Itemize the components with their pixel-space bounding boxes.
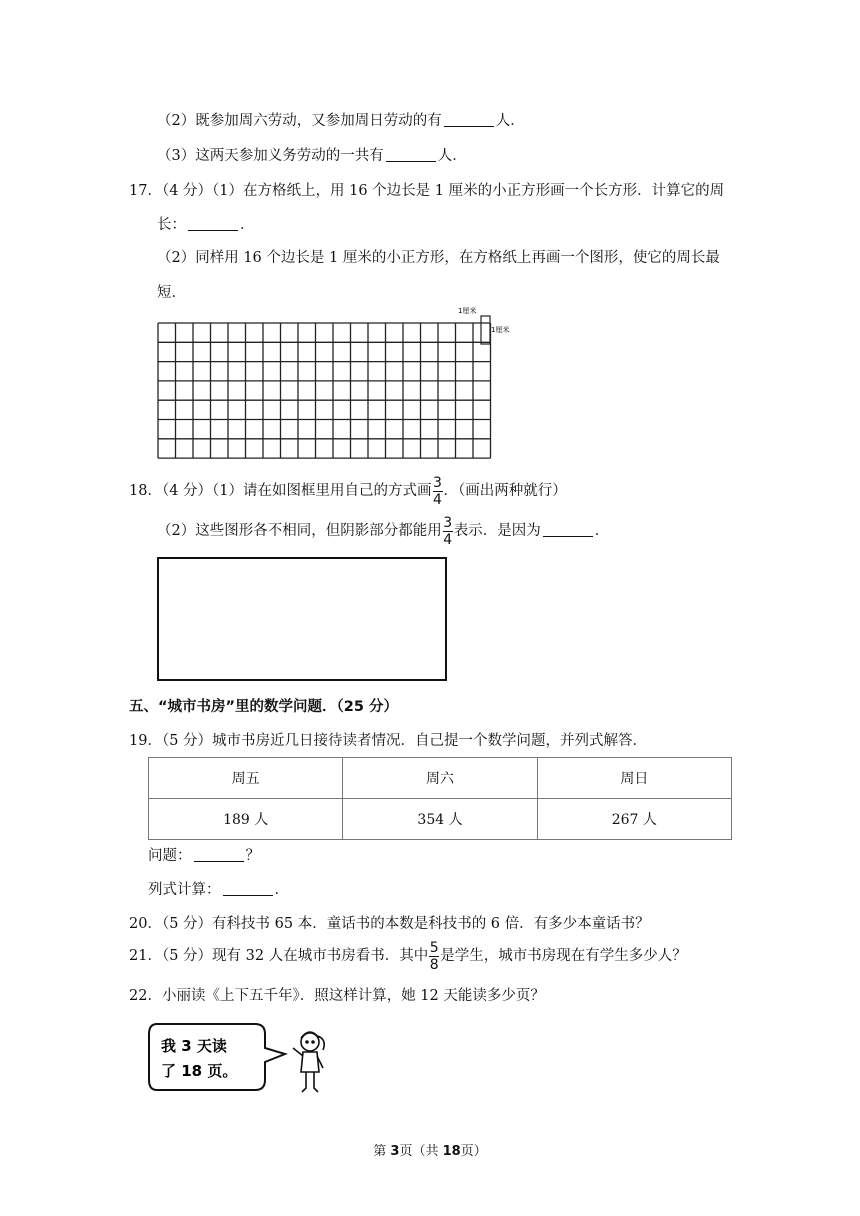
q17-line2-end: ． (240, 217, 255, 233)
page-footer (0, 1140, 860, 1159)
answer-blank[interactable] (194, 847, 244, 862)
girl-speech-illustration (147, 1018, 347, 1098)
q17-line4: 短． (157, 285, 186, 301)
section-5-heading: 五、“城市书房”里的数学问题．（25 分） (129, 699, 399, 715)
footer-suffix: 页） (460, 1144, 487, 1159)
q19-calc (148, 880, 289, 900)
reader-table (148, 757, 732, 840)
q16-part2-end: 人． (495, 113, 525, 129)
fraction-numerator: 5 (429, 939, 439, 956)
footer-middle: 页（共 (399, 1144, 443, 1159)
answer-blank[interactable] (543, 522, 593, 537)
q18-line2 (157, 515, 609, 547)
q16-part2 (157, 111, 525, 131)
table-cell: 354 人 (343, 799, 537, 840)
q17-line1: 17．（4 分）（1）在方格纸上，用 16 个边长是 1 厘米的小正方形画一个长方形．计算它的周 (129, 183, 725, 199)
table-header-cell: 周五 (149, 758, 343, 799)
grid-paper[interactable] (150, 300, 510, 462)
q16-part2-text: （2）既参加周六劳动，又参加周日劳动的有 (157, 113, 442, 129)
q21-line (129, 940, 687, 972)
table-header-cell: 周日 (537, 758, 731, 799)
q18-line1-text: 18．（4 分）（1）请在如图框里用自己的方式画 (129, 483, 432, 499)
q16-part3-end: 人． (437, 148, 467, 164)
table-header-row (149, 758, 732, 799)
speech-bubble (149, 1024, 285, 1090)
q18-line2-text: （2）这些图形各不相同，但阴影部分都能用 (157, 523, 442, 539)
q22-line: 22．小丽读《上下五千年》．照这样计算，她 12 天能读多少页？ (129, 988, 545, 1004)
fraction-five-eighths (429, 941, 439, 972)
table-header-cell: 周六 (343, 758, 537, 799)
speech-line-2: 了 18 页。 (161, 1062, 238, 1080)
q21-end: 是学生，城市书房现在有学生多少人？ (440, 948, 687, 964)
fraction-three-quarters (433, 476, 443, 507)
q19-question-label: 问题： (148, 848, 192, 864)
q17-line3: （2）同样用 16 个边长是 1 厘米的小正方形，在方格纸上再画一个图形，使它的周长最 (157, 250, 720, 266)
q16-part3-text: （3）这两天参加义务劳动的一共有 (157, 148, 384, 164)
answer-blank[interactable] (223, 881, 273, 896)
answer-blank[interactable] (386, 147, 436, 162)
current-page-number: 3 (390, 1144, 400, 1159)
total-page-count: 18 (442, 1144, 461, 1159)
table-cell: 189 人 (149, 799, 343, 840)
q19-question-end: ？ (245, 848, 260, 864)
fraction-numerator: 3 (443, 514, 453, 531)
drawing-frame[interactable] (157, 557, 447, 681)
q19-calc-end: ． (274, 882, 289, 898)
footer-prefix: 第 (373, 1144, 391, 1159)
q18-line2-end: ． (594, 523, 610, 539)
fraction-denominator: 8 (429, 956, 439, 973)
fraction-numerator: 3 (433, 474, 442, 491)
table-row (149, 799, 732, 840)
q18-line1 (129, 475, 567, 507)
q18-line2-mid: 表示．是因为 (453, 523, 541, 539)
speech-line-1: 我 3 天读 (161, 1037, 227, 1055)
girl-figure (293, 1032, 324, 1092)
grid-label: 1厘米 (458, 307, 477, 315)
q20-line: 20．（5 分）有科技书 65 本．童话书的本数是科技书的 6 倍．有多少本童话书？ (129, 916, 650, 932)
q19-line1: 19．（5 分）城市书房近几日接待读者情况．自己提一个数学问题，并列式解答． (129, 733, 648, 749)
fraction-denominator: 4 (433, 491, 442, 508)
q17-line2 (157, 215, 255, 235)
q17-perimeter-label: 长： (157, 217, 186, 233)
fraction-three-quarters (443, 516, 453, 547)
table-cell: 267 人 (537, 799, 731, 840)
legend-square (481, 316, 490, 344)
answer-blank[interactable] (444, 112, 494, 127)
q21-text: 21．（5 分）现有 32 人在城市书房看书．其中 (129, 948, 429, 964)
q19-question (148, 846, 260, 866)
fraction-denominator: 4 (443, 531, 453, 548)
q19-calc-label: 列式计算： (148, 882, 221, 898)
grid-label-side: 1厘米 (491, 326, 510, 334)
q16-part3 (157, 146, 467, 166)
q18-line1-end: ．（画出两种就行） (443, 483, 567, 499)
answer-blank[interactable] (188, 216, 238, 231)
